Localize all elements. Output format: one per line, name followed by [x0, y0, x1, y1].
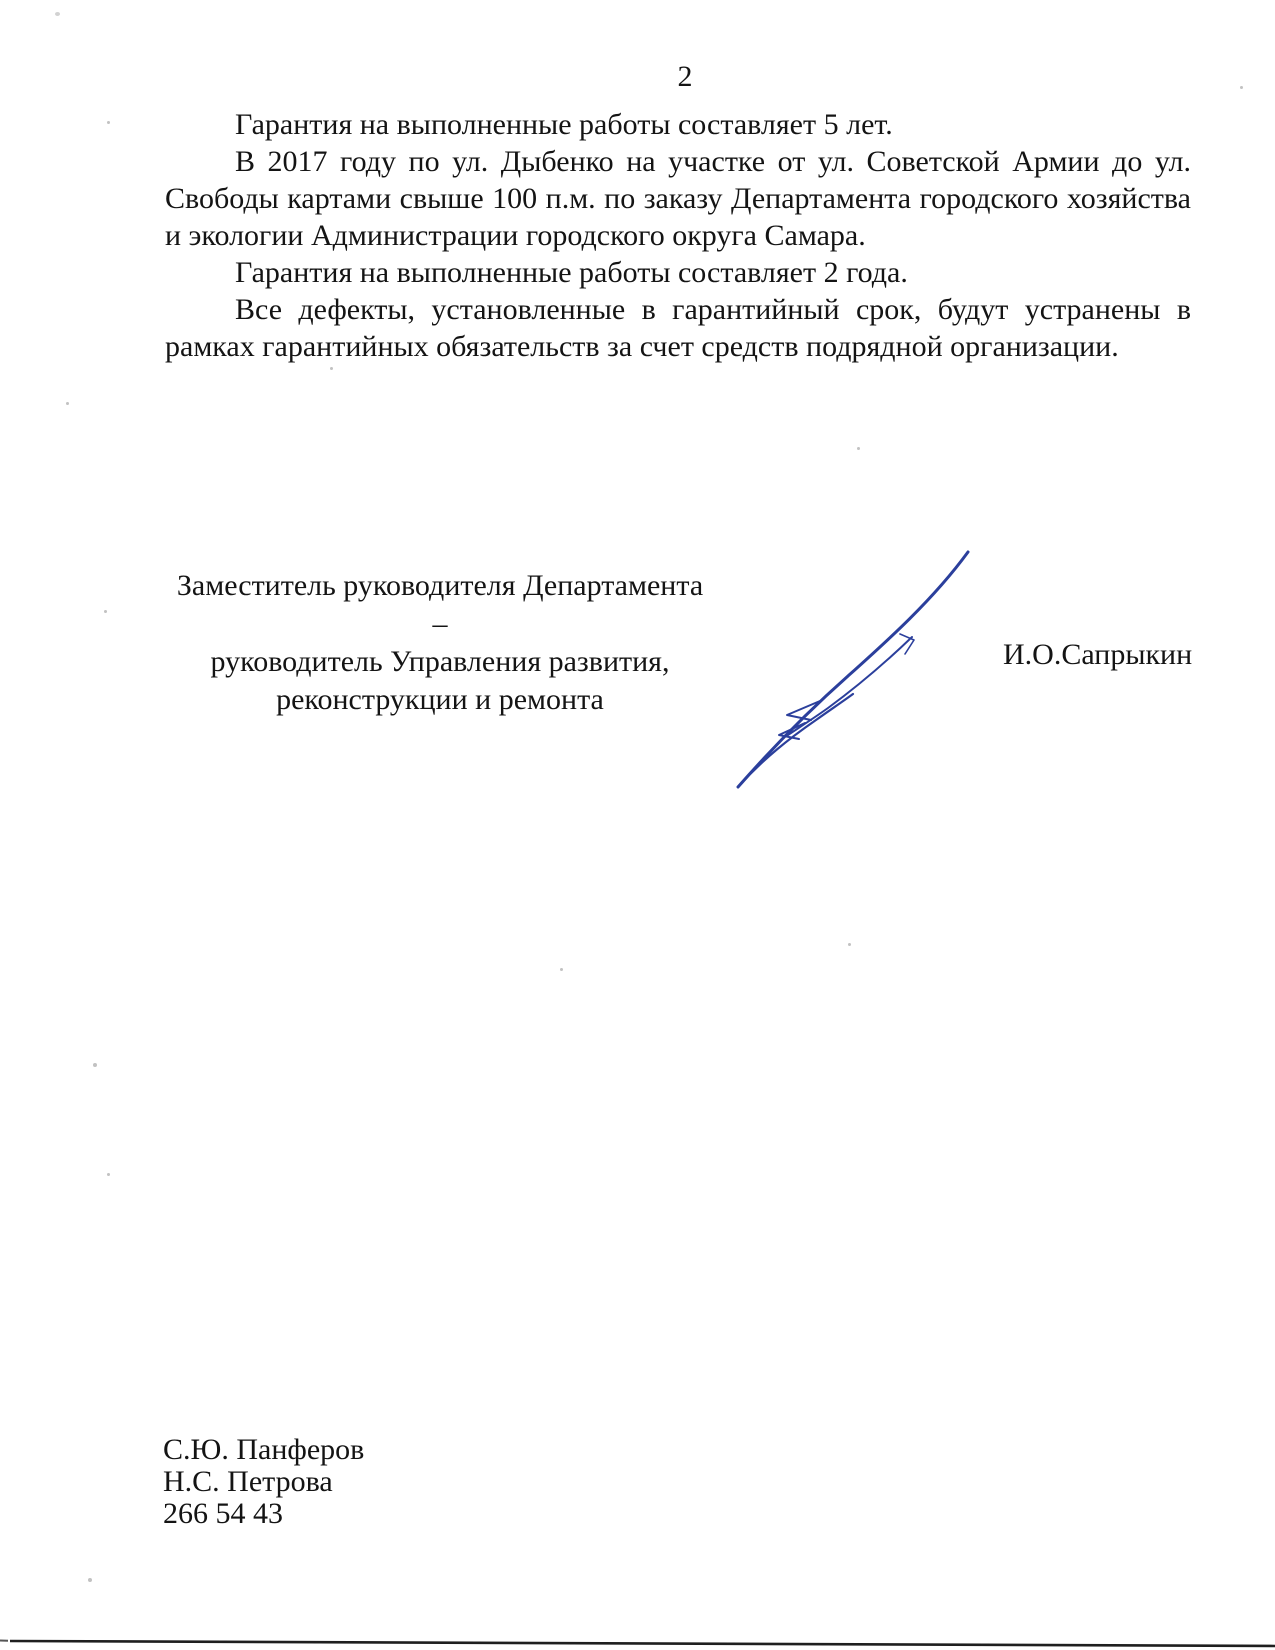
scan-speck	[107, 121, 110, 124]
signer-title-line: Заместитель руководителя Департамента –	[176, 569, 704, 640]
contact-phone: 266 54 43	[163, 1497, 283, 1530]
scan-speck	[1240, 86, 1243, 89]
paragraph: В 2017 году по ул. Дыбенко на участке от ул. Советской Армии до ул. Свободы картами свыше 100 п.м. по заказу Департамента городского хозяйства и экологии Администрации городского округа Самара.	[165, 145, 1191, 252]
footer-contacts-block	[163, 1434, 364, 1530]
page-number: 2	[677, 60, 693, 93]
scan-speck	[560, 968, 563, 971]
contact-name: Н.С. Петрова	[163, 1465, 333, 1498]
signer-title-line: руководитель Управления развития,	[210, 645, 670, 678]
signature-strokes	[738, 552, 968, 787]
scan-speck	[848, 943, 851, 946]
scan-speck	[107, 1173, 110, 1176]
scan-speck	[330, 367, 333, 370]
scan-speck	[857, 447, 860, 450]
scan-speck	[104, 610, 107, 613]
signature-image	[690, 510, 990, 800]
signer-title-line: реконструкции и ремонта	[276, 683, 604, 716]
signee-name: И.О.Сапрыкин	[1003, 638, 1193, 671]
scan-edge-line	[0, 1632, 1275, 1650]
scan-speck	[88, 1578, 92, 1582]
paragraph: Гарантия на выполненные работы составляет 2 года.	[235, 256, 908, 289]
contact-name: С.Ю. Панферов	[163, 1433, 365, 1466]
paragraph: Гарантия на выполненные работы составляет 5 лет.	[235, 108, 893, 141]
paragraph: Все дефекты, установленные в гарантийный срок, будут устранены в рамках гарантийных обязательств за счет средств подрядной организации.	[165, 293, 1191, 363]
signer-title-block	[170, 567, 710, 719]
scan-speck	[55, 12, 60, 16]
body-text-block	[165, 106, 1191, 365]
scan-speck	[93, 1063, 97, 1067]
scan-speck	[66, 402, 69, 405]
